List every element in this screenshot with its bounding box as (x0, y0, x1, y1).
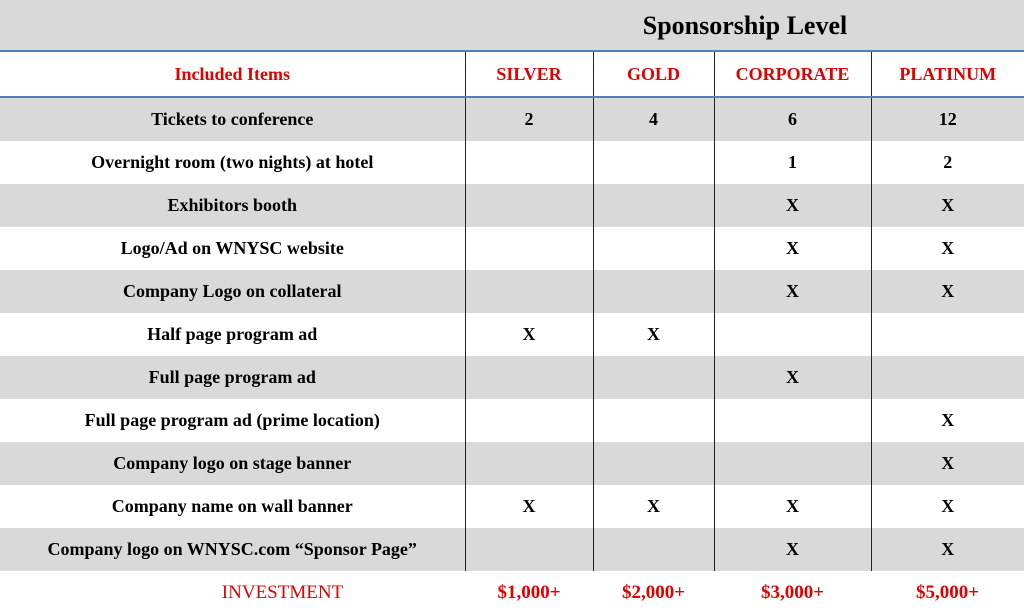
gold-cell (593, 227, 714, 270)
table-row (0, 485, 1024, 528)
investment-label: INVESTMENT (221, 582, 344, 603)
gold-cell (593, 356, 714, 399)
item-cell: Tickets to conference (0, 97, 465, 141)
gold-price: $2,000+ (621, 582, 686, 603)
silver-price: $1,000+ (497, 582, 561, 603)
gold-cell (593, 270, 714, 313)
item-cell: Company logo on WNYSC.com “Sponsor Page” (0, 528, 465, 571)
item-cell: Company Logo on collateral (0, 270, 465, 313)
column-header-platinum: PLATINUM (871, 52, 1024, 97)
page-title: Sponsorship Level (642, 11, 848, 40)
item-cell: Overnight room (two nights) at hotel (0, 141, 465, 184)
corporate-cell: X (714, 184, 871, 227)
silver-cell (465, 141, 593, 184)
platinum-cell (871, 356, 1024, 399)
gold-cell (593, 141, 714, 184)
table-row (0, 97, 1024, 141)
item-cell: Logo/Ad on WNYSC website (0, 227, 465, 270)
corporate-cell: X (714, 356, 871, 399)
table-row (0, 442, 1024, 485)
table-row (0, 528, 1024, 571)
platinum-cell: 2 (871, 141, 1024, 184)
table-row (0, 227, 1024, 270)
silver-cell (465, 227, 593, 270)
corporate-cell: X (714, 270, 871, 313)
header-row (0, 52, 1024, 97)
corporate-cell (714, 442, 871, 485)
corporate-price: $3,000+ (760, 582, 825, 603)
gold-cell (593, 399, 714, 442)
corporate-cell: X (714, 485, 871, 528)
sponsorship-table (0, 52, 1024, 571)
corporate-cell: 6 (714, 97, 871, 141)
gold-cell: X (593, 485, 714, 528)
platinum-cell: X (871, 399, 1024, 442)
silver-cell (465, 184, 593, 227)
platinum-cell: X (871, 442, 1024, 485)
silver-cell: X (465, 313, 593, 356)
corporate-cell (714, 399, 871, 442)
silver-cell (465, 356, 593, 399)
silver-cell (465, 528, 593, 571)
platinum-cell: X (871, 485, 1024, 528)
table-row (0, 184, 1024, 227)
gold-cell: 4 (593, 97, 714, 141)
platinum-price: $5,000+ (915, 582, 980, 603)
column-header-silver: SILVER (465, 52, 593, 97)
platinum-cell (871, 313, 1024, 356)
table-row (0, 356, 1024, 399)
silver-cell: 2 (465, 97, 593, 141)
table-row (0, 270, 1024, 313)
platinum-cell: 12 (871, 97, 1024, 141)
corporate-cell: X (714, 227, 871, 270)
platinum-cell: X (871, 227, 1024, 270)
column-header-corporate: CORPORATE (714, 52, 871, 97)
table-row (0, 313, 1024, 356)
silver-cell: X (465, 485, 593, 528)
item-cell: Company logo on stage banner (0, 442, 465, 485)
platinum-cell: X (871, 528, 1024, 571)
column-header-included-items: Included Items (0, 52, 465, 97)
platinum-cell: X (871, 184, 1024, 227)
corporate-cell: 1 (714, 141, 871, 184)
gold-cell: X (593, 313, 714, 356)
investment-row (0, 575, 1024, 611)
gold-cell (593, 528, 714, 571)
item-cell: Company name on wall banner (0, 485, 465, 528)
item-cell: Full page program ad (0, 356, 465, 399)
gold-cell (593, 442, 714, 485)
gold-cell (593, 184, 714, 227)
corporate-cell: X (714, 528, 871, 571)
item-cell: Exhibitors booth (0, 184, 465, 227)
platinum-cell: X (871, 270, 1024, 313)
corporate-cell (714, 313, 871, 356)
table-row (0, 399, 1024, 442)
silver-cell (465, 270, 593, 313)
table-row (0, 141, 1024, 184)
item-cell: Full page program ad (prime location) (0, 399, 465, 442)
silver-cell (465, 442, 593, 485)
column-header-gold: GOLD (593, 52, 714, 97)
silver-cell (465, 399, 593, 442)
title-band (0, 0, 1024, 52)
item-cell: Half page program ad (0, 313, 465, 356)
